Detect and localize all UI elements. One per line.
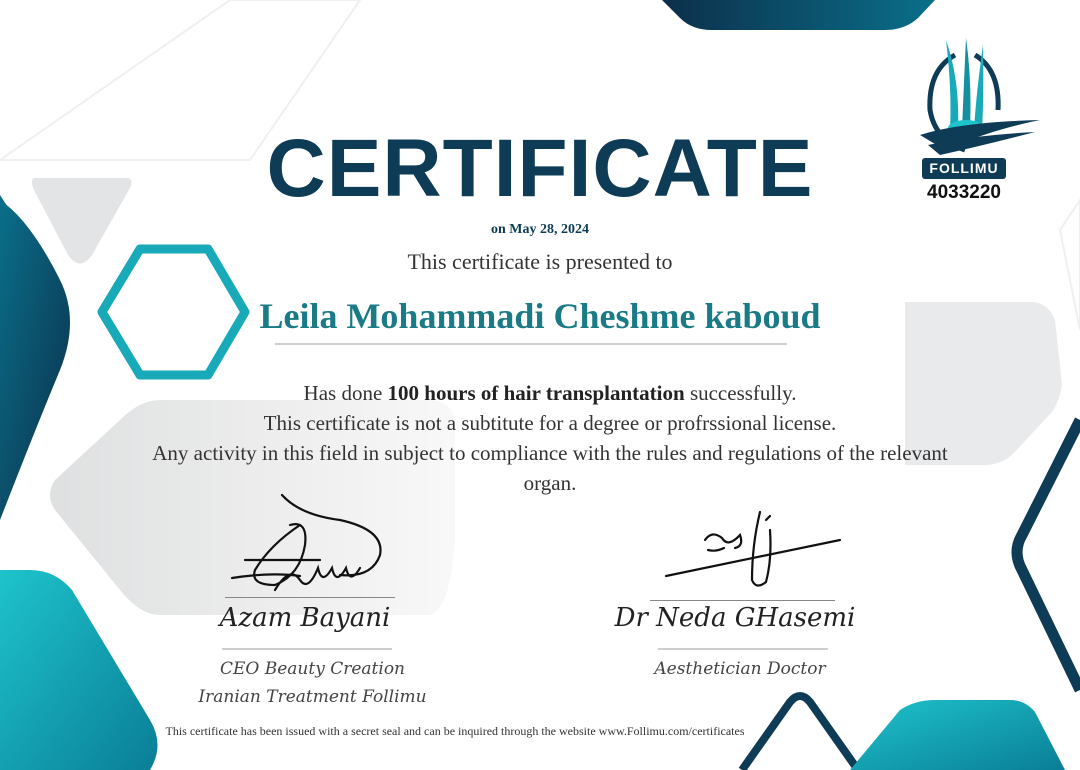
certificate-body: [140, 378, 960, 498]
body-line-3: Any activity in this field in subject to compliance with the rules and regulations of the relevant organ.: [152, 441, 948, 495]
body-line-1: [140, 378, 960, 408]
left-navy-shape: [0, 200, 70, 520]
body-line-2: This certificate is not a subtitute for a degree or profrssional license.: [263, 411, 837, 435]
signature-neda-ghasemi: [666, 512, 840, 586]
right-navy-chevron: [1017, 420, 1080, 690]
signatory-1-role-line-1: CEO Beauty Creation: [219, 659, 406, 679]
footer-note: This certificate has been issued with a secret seal and can be inquired through the website www.Follimu.com/certificates: [165, 724, 745, 738]
top-tab-shape: [662, 0, 935, 30]
presented-to-text: This certificate is presented to: [407, 249, 673, 274]
body-line-1-suffix: successfully.: [684, 381, 797, 405]
signatory-1-role-line-2: Iranian Treatment Follimu: [198, 687, 427, 707]
logo-number: 4033220: [927, 182, 1001, 203]
certificate-title: CERTIFICATE: [266, 123, 814, 214]
recipient-name: Leila Mohammadi Cheshme kaboud: [259, 296, 821, 336]
recipient-underline: [275, 343, 787, 345]
certificate-date: on May 28, 2024: [491, 222, 589, 237]
body-line-1-bold: 100 hours of hair transplantation: [387, 381, 685, 405]
logo-name-badge: FOLLIMU: [922, 158, 1006, 179]
body-line-1-prefix: Has done: [303, 381, 388, 405]
signature-line-2: [650, 600, 835, 601]
signatory-2-name: Dr Neda GHasemi: [614, 603, 856, 633]
signatory-2-underline: [658, 648, 828, 650]
signatory-1-role: [170, 655, 455, 711]
signatory-1-name: Azam Bayani: [219, 603, 391, 633]
signatory-2-role: Aesthetician Doctor: [654, 659, 826, 679]
signatory-1-underline: [222, 648, 392, 650]
signature-line-1: [225, 597, 395, 598]
